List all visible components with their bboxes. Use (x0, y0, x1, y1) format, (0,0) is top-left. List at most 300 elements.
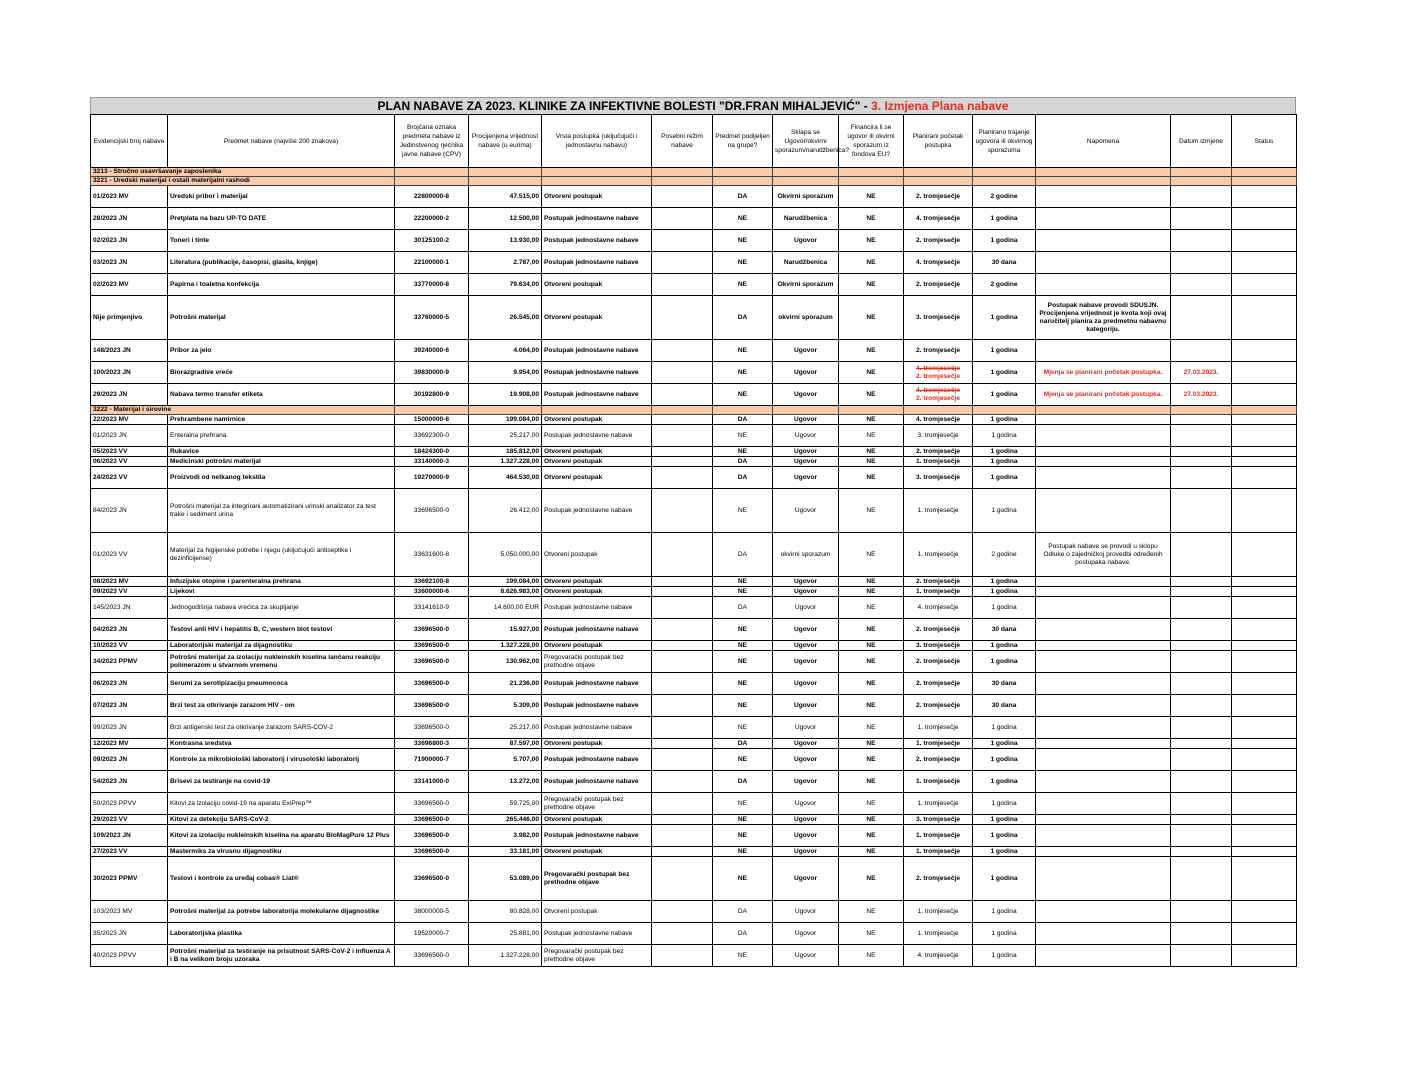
note-cell (1036, 619, 1171, 641)
note-cell (1036, 673, 1171, 695)
duration-cell: 30 dana (973, 252, 1036, 274)
change-date-cell (1171, 447, 1232, 457)
cpv-cell: 22200000-2 (395, 208, 469, 230)
eu-funds-cell: NE (839, 362, 904, 384)
value-cell: 53.089,00 (469, 857, 542, 901)
evidence-number-cell: 01/2023 MV (91, 186, 168, 208)
table-header-row (91, 115, 1297, 168)
note-cell (1036, 749, 1171, 771)
evidence-number-cell: Nije primjenjivo (91, 296, 168, 340)
planned-start-cell: 1. tromjesečje (904, 825, 973, 847)
status-cell (1232, 619, 1297, 641)
planned-start-cell: 1. tromjesečje (904, 901, 973, 923)
subject-cell: Medicinski potrošni materijal (168, 457, 395, 467)
eu-funds-cell: NE (839, 717, 904, 739)
status-cell (1232, 467, 1297, 489)
procedure-cell: Pregovarački postupak bez prethodne objave (542, 793, 652, 815)
eu-funds-cell: NE (839, 901, 904, 923)
value-cell: 5.707,00 (469, 749, 542, 771)
note-cell (1036, 771, 1171, 793)
duration-cell: 30 dana (973, 695, 1036, 717)
note-cell (1036, 793, 1171, 815)
contract-type-cell: Ugovor (773, 447, 839, 457)
evidence-number-cell: 40/2023 PPVV (91, 945, 168, 967)
status-cell (1232, 793, 1297, 815)
section-empty-cell (395, 177, 469, 186)
note-cell (1036, 274, 1171, 296)
planned-start-cell: 3. tromjesečje (904, 467, 973, 489)
column-header: Evidencijski broj nabave (91, 115, 168, 168)
value-cell: 79.634,00 (469, 274, 542, 296)
change-date-cell (1171, 945, 1232, 967)
contract-type-cell: Okvirni sporazum (773, 274, 839, 296)
value-cell: 25.217,00 (469, 717, 542, 739)
groups-cell: NE (713, 340, 773, 362)
duration-cell: 2 godine (973, 533, 1036, 577)
value-cell: 12.500,00 (469, 208, 542, 230)
planned-start-cell: 1. tromjesečje (904, 717, 973, 739)
section-empty-cell (904, 406, 973, 415)
table-body (91, 168, 1297, 967)
table-row (91, 717, 1297, 739)
groups-cell: NE (713, 857, 773, 901)
procedure-cell: Otvoreni postupak (542, 186, 652, 208)
note-cell: Mjenja se planirani početak postupka. (1036, 384, 1171, 406)
status-cell (1232, 274, 1297, 296)
status-cell (1232, 577, 1297, 587)
groups-cell: NE (713, 793, 773, 815)
procedure-cell: Otvoreni postupak (542, 587, 652, 597)
groups-cell: DA (713, 467, 773, 489)
special-regime-cell (652, 717, 713, 739)
evidence-number-cell: 03/2023 JN (91, 252, 168, 274)
change-date-cell (1171, 415, 1232, 425)
groups-cell: NE (713, 619, 773, 641)
contract-type-cell: Narudžbenica (773, 252, 839, 274)
subject-cell: Kitovi za izolaciju nukleinskih kiselina na aparatu BioMagPure 12 Plus (168, 825, 395, 847)
contract-type-cell: Ugovor (773, 587, 839, 597)
eu-funds-cell: NE (839, 739, 904, 749)
eu-funds-cell: NE (839, 186, 904, 208)
status-cell (1232, 749, 1297, 771)
change-date-cell (1171, 457, 1232, 467)
subject-cell: Brisevi za testiranje na covid-19 (168, 771, 395, 793)
subject-cell: Testovi i kontrole za uređaj cobas® Liat® (168, 857, 395, 901)
procedure-cell: Postupak jednostavne nabave (542, 923, 652, 945)
special-regime-cell (652, 230, 713, 252)
contract-type-cell: Ugovor (773, 825, 839, 847)
section-empty-cell (652, 168, 713, 177)
change-date-cell (1171, 641, 1232, 651)
evidence-number-cell: 99/2023 JN (91, 717, 168, 739)
column-header: Brojčana oznaka predmeta nabave iz Jedinstvenog rječnika javne nabave (CPV) (395, 115, 469, 168)
subject-cell: Pretplata na bazu UP-TO DATE (168, 208, 395, 230)
cpv-cell: 15000000-8 (395, 415, 469, 425)
subject-cell: Prehrambene namirnice (168, 415, 395, 425)
table-row (91, 587, 1297, 597)
value-cell: 9.954,00 (469, 362, 542, 384)
contract-type-cell: okvirni sporazum (773, 296, 839, 340)
evidence-number-cell: 06/2023 JN (91, 673, 168, 695)
change-date-cell: 27.03.2023. (1171, 362, 1232, 384)
groups-cell: DA (713, 739, 773, 749)
cpv-cell: 33631600-8 (395, 533, 469, 577)
groups-cell: NE (713, 641, 773, 651)
duration-cell: 1 godina (973, 296, 1036, 340)
eu-funds-cell: NE (839, 577, 904, 587)
special-regime-cell (652, 533, 713, 577)
subject-cell: Literatura (publikacije, časopisi, glasila, knjige) (168, 252, 395, 274)
groups-cell: DA (713, 901, 773, 923)
procedure-cell: Otvoreni postupak (542, 467, 652, 489)
special-regime-cell (652, 923, 713, 945)
contract-type-cell: Ugovor (773, 577, 839, 587)
value-cell: 1.327.228,00 (469, 945, 542, 967)
contract-type-cell: Ugovor (773, 815, 839, 825)
eu-funds-cell: NE (839, 587, 904, 597)
evidence-number-cell: 145/2023 JN (91, 597, 168, 619)
procurement-plan-sheet (90, 97, 1296, 967)
cpv-cell: 33696500-0 (395, 825, 469, 847)
planned-start-cell: 2. tromjesečje (904, 695, 973, 717)
groups-cell: NE (713, 425, 773, 447)
section-title: 3213 - Stručno usavršavanje zaposlenika (91, 168, 395, 177)
change-date-cell (1171, 815, 1232, 825)
table-row (91, 739, 1297, 749)
groups-cell: DA (713, 296, 773, 340)
subject-cell: Toneri i tinte (168, 230, 395, 252)
eu-funds-cell: NE (839, 847, 904, 857)
value-cell: 13.272,00 (469, 771, 542, 793)
planned-start-cell: 2. tromjesečje (904, 619, 973, 641)
cpv-cell: 33696500-0 (395, 641, 469, 651)
value-cell: 199.084,00 (469, 577, 542, 587)
duration-cell: 2 godine (973, 274, 1036, 296)
planned-start-cell: 2. tromjesečje (904, 857, 973, 901)
section-empty-cell (904, 168, 973, 177)
cpv-cell: 33696500-0 (395, 857, 469, 901)
evidence-number-cell: 10/2023 VV (91, 641, 168, 651)
cpv-cell: 33140000-3 (395, 457, 469, 467)
procedure-cell: Postupak jednostavne nabave (542, 230, 652, 252)
table-row (91, 230, 1297, 252)
groups-cell: NE (713, 577, 773, 587)
cpv-cell: 38000000-5 (395, 901, 469, 923)
value-cell: 14.600,00 EUR (469, 597, 542, 619)
status-cell (1232, 384, 1297, 406)
planned-start-cell: 4. tromjesečje (904, 597, 973, 619)
section-empty-cell (973, 168, 1036, 177)
groups-cell: NE (713, 274, 773, 296)
change-date-cell (1171, 619, 1232, 641)
column-header: Planirani početak postupka (904, 115, 973, 168)
procedure-cell: Postupak jednostavne nabave (542, 717, 652, 739)
eu-funds-cell: NE (839, 771, 904, 793)
eu-funds-cell: NE (839, 749, 904, 771)
duration-cell: 1 godina (973, 923, 1036, 945)
change-date-cell (1171, 577, 1232, 587)
note-cell: Postupak nabave se provodi u sklopu Odluke o zajedničkoj provedbi određenih postupaka nabave. (1036, 533, 1171, 577)
section-row (91, 177, 1297, 186)
planned-start-cell (904, 362, 973, 384)
contract-type-cell: Ugovor (773, 651, 839, 673)
table-row (91, 362, 1297, 384)
cpv-cell: 18424300-0 (395, 447, 469, 457)
special-regime-cell (652, 739, 713, 749)
procedure-cell: Pregovarački postupak bez prethodne objave (542, 651, 652, 673)
table-row (91, 901, 1297, 923)
special-regime-cell (652, 577, 713, 587)
value-cell: 33.181,00 (469, 847, 542, 857)
procedure-cell: Otvoreni postupak (542, 415, 652, 425)
note-cell (1036, 651, 1171, 673)
cpv-cell: 33141000-0 (395, 771, 469, 793)
cpv-cell: 33696500-0 (395, 673, 469, 695)
note-cell (1036, 717, 1171, 739)
table-row (91, 425, 1297, 447)
procedure-cell: Otvoreni postupak (542, 457, 652, 467)
special-regime-cell (652, 252, 713, 274)
cpv-cell: 33696500-0 (395, 815, 469, 825)
note-cell (1036, 815, 1171, 825)
eu-funds-cell: NE (839, 489, 904, 533)
groups-cell: NE (713, 489, 773, 533)
eu-funds-cell: NE (839, 447, 904, 457)
contract-type-cell: Ugovor (773, 717, 839, 739)
table-row (91, 825, 1297, 847)
table-row (91, 597, 1297, 619)
section-empty-cell (1036, 177, 1171, 186)
subject-cell: Potrošni materijal (168, 296, 395, 340)
contract-type-cell: Ugovor (773, 901, 839, 923)
contract-type-cell: Ugovor (773, 230, 839, 252)
evidence-number-cell: 28/2023 JN (91, 208, 168, 230)
subject-cell: Nabava termo transfer etiketa (168, 384, 395, 406)
groups-cell: DA (713, 597, 773, 619)
duration-cell: 1 godina (973, 587, 1036, 597)
evidence-number-cell: 01/2023 VV (91, 533, 168, 577)
procedure-cell: Postupak jednostavne nabave (542, 340, 652, 362)
contract-type-cell: Ugovor (773, 425, 839, 447)
contract-type-cell: Ugovor (773, 739, 839, 749)
change-date-cell (1171, 901, 1232, 923)
procedure-cell: Otvoreni postupak (542, 847, 652, 857)
duration-cell: 1 godina (973, 457, 1036, 467)
groups-cell: DA (713, 186, 773, 208)
value-cell: 87.597,00 (469, 739, 542, 749)
section-empty-cell (469, 177, 542, 186)
duration-cell: 1 godina (973, 362, 1036, 384)
section-empty-cell (773, 177, 839, 186)
contract-type-cell: Ugovor (773, 749, 839, 771)
change-date-cell (1171, 252, 1232, 274)
procedure-cell: Postupak jednostavne nabave (542, 619, 652, 641)
groups-cell: NE (713, 447, 773, 457)
column-header: Planirano trajanje ugovora ili okvirnog sporazuma (973, 115, 1036, 168)
section-empty-cell (773, 406, 839, 415)
status-cell (1232, 489, 1297, 533)
note-cell (1036, 695, 1171, 717)
section-empty-cell (652, 406, 713, 415)
change-date-cell (1171, 208, 1232, 230)
note-cell (1036, 847, 1171, 857)
duration-cell: 1 godina (973, 771, 1036, 793)
planned-start-cell: 1. tromjesečje (904, 533, 973, 577)
evidence-number-cell: 30/2023 PPMV (91, 857, 168, 901)
contract-type-cell: Ugovor (773, 467, 839, 489)
procedure-cell: Otvoreni postupak (542, 447, 652, 457)
change-date-cell (1171, 587, 1232, 597)
change-date-cell (1171, 296, 1232, 340)
status-cell (1232, 340, 1297, 362)
status-cell (1232, 296, 1297, 340)
contract-type-cell: Ugovor (773, 619, 839, 641)
column-header: Datum izmjene (1171, 115, 1232, 168)
special-regime-cell (652, 847, 713, 857)
duration-cell: 1 godina (973, 467, 1036, 489)
planned-start-cell: 2. tromjesečje (904, 230, 973, 252)
status-cell (1232, 717, 1297, 739)
groups-cell: NE (713, 587, 773, 597)
column-header: Predmet podijeljen na grupe? (713, 115, 773, 168)
value-cell: 2.787,00 (469, 252, 542, 274)
cpv-cell: 39240000-6 (395, 340, 469, 362)
value-cell: 13.930,00 (469, 230, 542, 252)
table-row (91, 533, 1297, 577)
groups-cell: NE (713, 384, 773, 406)
section-empty-cell (542, 168, 652, 177)
status-cell (1232, 415, 1297, 425)
cpv-cell: 30192800-9 (395, 384, 469, 406)
eu-funds-cell: NE (839, 945, 904, 967)
evidence-number-cell: 01/2023 JN (91, 425, 168, 447)
status-cell (1232, 533, 1297, 577)
evidence-number-cell: 02/2023 MV (91, 274, 168, 296)
note-cell (1036, 597, 1171, 619)
procedure-cell: Otvoreni postupak (542, 815, 652, 825)
groups-cell: NE (713, 825, 773, 847)
special-regime-cell (652, 208, 713, 230)
change-date-cell (1171, 340, 1232, 362)
note-cell (1036, 901, 1171, 923)
duration-cell: 1 godina (973, 597, 1036, 619)
planned-start-cell: 2. tromjesečje (904, 186, 973, 208)
procedure-cell: Postupak jednostavne nabave (542, 673, 652, 695)
section-title: 3221 - Uredski materijal i ostali materijalni rashodi (91, 177, 395, 186)
subject-cell: Potrošni materijal za integrirani automatizirani urinski analizator za test trake i sediment urina (168, 489, 395, 533)
planned-start-cell: 4. tromjesečje (904, 208, 973, 230)
procedure-cell: Otvoreni postupak (542, 274, 652, 296)
table-row (91, 577, 1297, 587)
change-date-cell (1171, 533, 1232, 577)
eu-funds-cell: NE (839, 340, 904, 362)
evidence-number-cell: 84/2023 JN (91, 489, 168, 533)
section-empty-cell (542, 177, 652, 186)
procedure-cell: Otvoreni postupak (542, 739, 652, 749)
planned-start-cell: 1. tromjesečje (904, 771, 973, 793)
status-cell (1232, 673, 1297, 695)
planned-start-cell: 2. tromjesečje (904, 673, 973, 695)
section-empty-cell (1232, 177, 1297, 186)
change-date-cell (1171, 923, 1232, 945)
status-cell (1232, 771, 1297, 793)
duration-cell: 1 godina (973, 230, 1036, 252)
special-regime-cell (652, 274, 713, 296)
special-regime-cell (652, 651, 713, 673)
subject-cell: Brzi test za otkrivanje zarazom HIV - om (168, 695, 395, 717)
contract-type-cell: Ugovor (773, 771, 839, 793)
special-regime-cell (652, 425, 713, 447)
status-cell (1232, 739, 1297, 749)
evidence-number-cell: 07/2023 JN (91, 695, 168, 717)
eu-funds-cell: NE (839, 597, 904, 619)
status-cell (1232, 597, 1297, 619)
section-empty-cell (1232, 168, 1297, 177)
subject-cell: Infuzijske otopine i parenteralna prehrana (168, 577, 395, 587)
section-empty-cell (773, 168, 839, 177)
groups-cell: DA (713, 457, 773, 467)
note-cell (1036, 208, 1171, 230)
status-cell (1232, 815, 1297, 825)
section-empty-cell (1036, 406, 1171, 415)
eu-funds-cell: NE (839, 673, 904, 695)
planned-start-cell: 4. tromjesečje (904, 415, 973, 425)
table-row (91, 208, 1297, 230)
status-cell (1232, 362, 1297, 384)
eu-funds-cell: NE (839, 815, 904, 825)
section-empty-cell (469, 168, 542, 177)
evidence-number-cell: 29/2023 VV (91, 815, 168, 825)
evidence-number-cell: 08/2023 MV (91, 577, 168, 587)
special-regime-cell (652, 457, 713, 467)
cpv-cell: 33696800-3 (395, 739, 469, 749)
eu-funds-cell: NE (839, 252, 904, 274)
section-empty-cell (469, 406, 542, 415)
table-row (91, 447, 1297, 457)
old-planned-start: 4. tromjesečje (916, 364, 960, 372)
duration-cell: 1 godina (973, 340, 1036, 362)
value-cell: 8.626.983,00 (469, 587, 542, 597)
procedure-cell: Postupak jednostavne nabave (542, 384, 652, 406)
duration-cell: 1 godina (973, 208, 1036, 230)
contract-type-cell: okvirni sporazum (773, 533, 839, 577)
value-cell: 185.812,00 (469, 447, 542, 457)
eu-funds-cell: NE (839, 793, 904, 815)
title-revision: 3. Izmjena Plana nabave (871, 99, 1009, 113)
subject-cell: Potrošni materijal za izolaciju nukleinskih kiselina lančanu reakciju polimerazom u stvarnom vremenu (168, 651, 395, 673)
table-row (91, 467, 1297, 489)
value-cell: 25.217,00 (469, 425, 542, 447)
change-date-cell (1171, 230, 1232, 252)
table-row (91, 340, 1297, 362)
cpv-cell: 33770000-8 (395, 274, 469, 296)
special-regime-cell (652, 857, 713, 901)
table-row (91, 771, 1297, 793)
section-empty-cell (395, 168, 469, 177)
section-title: 3222 - Materijal i sirovine (91, 406, 395, 415)
table-row (91, 651, 1297, 673)
note-cell (1036, 415, 1171, 425)
change-date-cell (1171, 749, 1232, 771)
evidence-number-cell: 103/2023 MV (91, 901, 168, 923)
section-empty-cell (973, 406, 1036, 415)
subject-cell: Jednogodišnja nabava vrećica za skupljanje (168, 597, 395, 619)
note-cell (1036, 230, 1171, 252)
special-regime-cell (652, 815, 713, 825)
table-row (91, 857, 1297, 901)
special-regime-cell (652, 901, 713, 923)
column-header: Financira li se ugovor ili okvirni sporazum iz fondova EU? (839, 115, 904, 168)
